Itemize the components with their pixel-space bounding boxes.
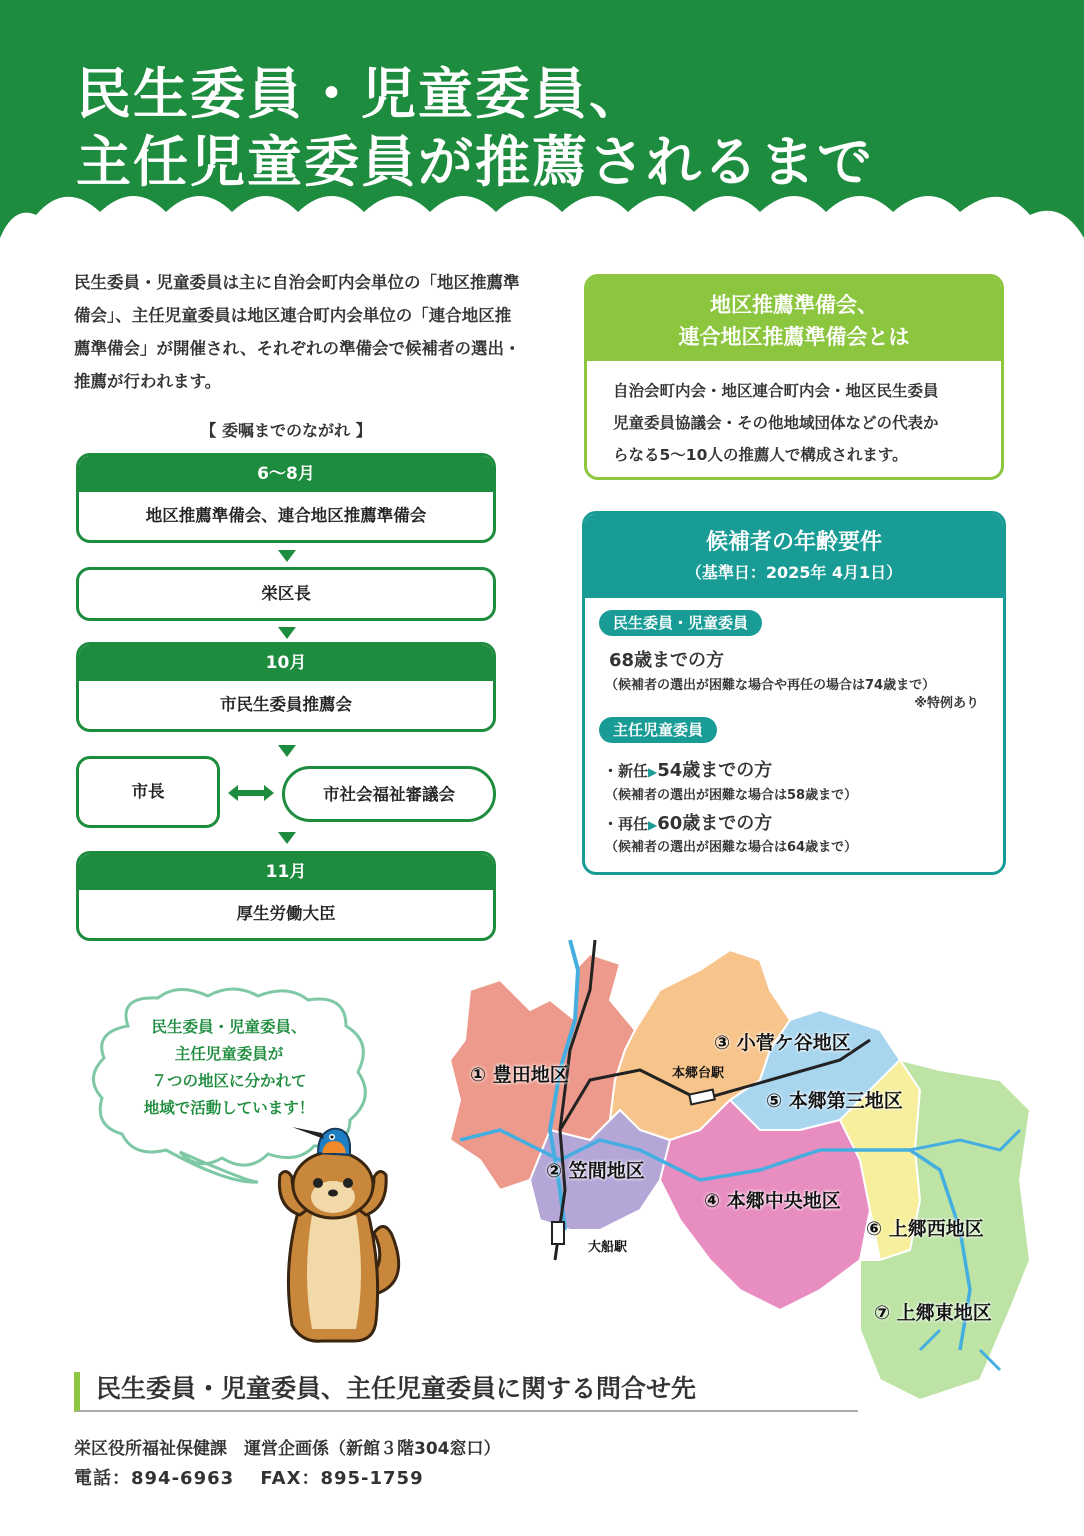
contact-title: 民生委員・児童委員、主任児童委員に関する問合せ先: [74, 1372, 858, 1412]
ofuna-station-label: 大船駅: [588, 1240, 628, 1255]
bubble-text-line4: 地域で活動しています！: [143, 1099, 315, 1117]
flow-step-1-period: 6～8月: [79, 456, 493, 492]
district-map: [440, 930, 1040, 1410]
hongodai-station-label: 本郷台駅: [672, 1066, 725, 1081]
new-appointment-age: 54歳までの方: [657, 760, 773, 781]
page-title-line2: 主任児童委員が推薦されるまで: [76, 130, 875, 194]
preparation-meeting-body: [587, 361, 1001, 471]
flow-step-1-text: 地区推薦準備会、連合地区推薦準備会: [145, 506, 427, 525]
triangle-right-icon: ▶: [648, 818, 658, 832]
flow-step-4-mayor-text: 市長: [131, 782, 165, 801]
district-2-label: ② 笠間地区: [546, 1160, 645, 1182]
flow-arrow-4: [278, 832, 296, 844]
flow-arrow-2: [278, 627, 296, 639]
reappointment-age: 60歳までの方: [657, 813, 773, 834]
new-appointment-label: ・新任: [603, 762, 649, 780]
double-arrow-icon: [228, 784, 274, 802]
reappointment-label: ・再任: [603, 815, 649, 833]
preparation-meeting-title-line1: 地区推薦準備会、: [710, 293, 878, 317]
intro-paragraph: 民生委員・児童委員は主に自治会町内会単位の「地区推薦準備会」、主任児童委員は地区連合町内会単位の「連合地区推薦準備会」が開催され、それぞれの準備会で候補者の選出・推薦が行われます。: [74, 273, 521, 391]
district-6-label: ⑥ 上郷西地区: [866, 1218, 984, 1240]
flow-step-3-text: 市民生委員推薦会: [220, 695, 352, 714]
district-7-label: ⑦ 上郷東地区: [874, 1302, 992, 1324]
bubble-text-line3: ７つの地区に分かれて: [151, 1072, 307, 1090]
district-5-label: ⑤ 本郷第三地区: [766, 1090, 903, 1112]
commissioner-pill: 民生委員・児童委員: [599, 610, 762, 636]
district-1-label: ① 豊田地区: [470, 1064, 569, 1086]
age-requirements-subtitle: （基準日：2025年 4月1日）: [685, 563, 903, 582]
flow-step-4-council-text: 市社会福祉審議会: [323, 785, 455, 804]
age-requirements-title: 候補者の年齢要件: [705, 530, 882, 555]
district-4-label: ④ 本郷中央地区: [704, 1190, 841, 1212]
chief-commissioner-pill: 主任児童委員: [599, 717, 717, 743]
flow-step-5: [76, 851, 496, 941]
flow-step-4-council: [282, 766, 496, 822]
preparation-meeting-body-line3: らなる5～10人の推薦人で構成されます。: [613, 446, 908, 464]
reappointment-requirement: [603, 809, 772, 835]
preparation-meeting-body-line2: 児童委員協議会・その他地域団体などの代表か: [613, 414, 939, 432]
contact-phone-fax: 電話：894-6963 FAX：895-1759: [74, 1468, 424, 1489]
flow-step-3: [76, 642, 496, 732]
flow-arrow-1: [278, 550, 296, 562]
bubble-text-line1: 民生委員・児童委員、: [151, 1018, 307, 1036]
weasel-mascot-illustration: [262, 1115, 412, 1347]
bubble-text-line2: 主任児童委員が: [174, 1045, 284, 1063]
flow-heading: 【 委嘱までのながれ 】: [200, 421, 372, 440]
preparation-meeting-title: [587, 277, 1001, 361]
triangle-right-icon: ▶: [648, 765, 658, 779]
age-requirements-header: [585, 514, 1003, 598]
page-title-line1: 民生委員・児童委員、: [76, 62, 647, 126]
bubble-text: [104, 1014, 354, 1122]
new-appointment-requirement: [603, 756, 772, 782]
commissioner-requirement-note: （候補者の選出が困難な場合や再任の場合は74歳まで）: [605, 678, 936, 693]
special-exception-note: ※特例あり: [914, 696, 979, 711]
flow-step-1: [76, 453, 496, 543]
flow-arrow-3: [278, 745, 296, 757]
contact-office: 栄区役所福祉保健課 運営企画係（新館３階304窓口）: [74, 1439, 501, 1459]
flow-step-4-mayor: [76, 756, 220, 828]
reappointment-note: （候補者の選出が困難な場合は64歳まで）: [605, 840, 858, 855]
ofuna-station-marker: [552, 1222, 564, 1244]
new-appointment-note: （候補者の選出が困難な場合は58歳まで）: [605, 788, 858, 803]
flow-step-3-period: 10月: [79, 645, 493, 681]
age-requirements-box: [582, 511, 1006, 875]
preparation-meeting-body-line1: 自治会町内会・地区連合町内会・地区民生委員: [613, 382, 939, 400]
flow-step-2-text: 栄区長: [261, 584, 311, 603]
header-banner: [0, 0, 1084, 250]
flow-step-5-text: 厚生労働大臣: [236, 904, 336, 923]
flow-step-2: [76, 567, 496, 621]
preparation-meeting-title-line2: 連合地区推薦準備会とは: [678, 325, 910, 349]
district-3-label: ③ 小菅ケ谷地区: [714, 1032, 851, 1054]
flow-step-5-period: 11月: [79, 854, 493, 890]
preparation-meeting-box: [584, 274, 1004, 480]
commissioner-requirement: 68歳までの方: [609, 650, 725, 671]
